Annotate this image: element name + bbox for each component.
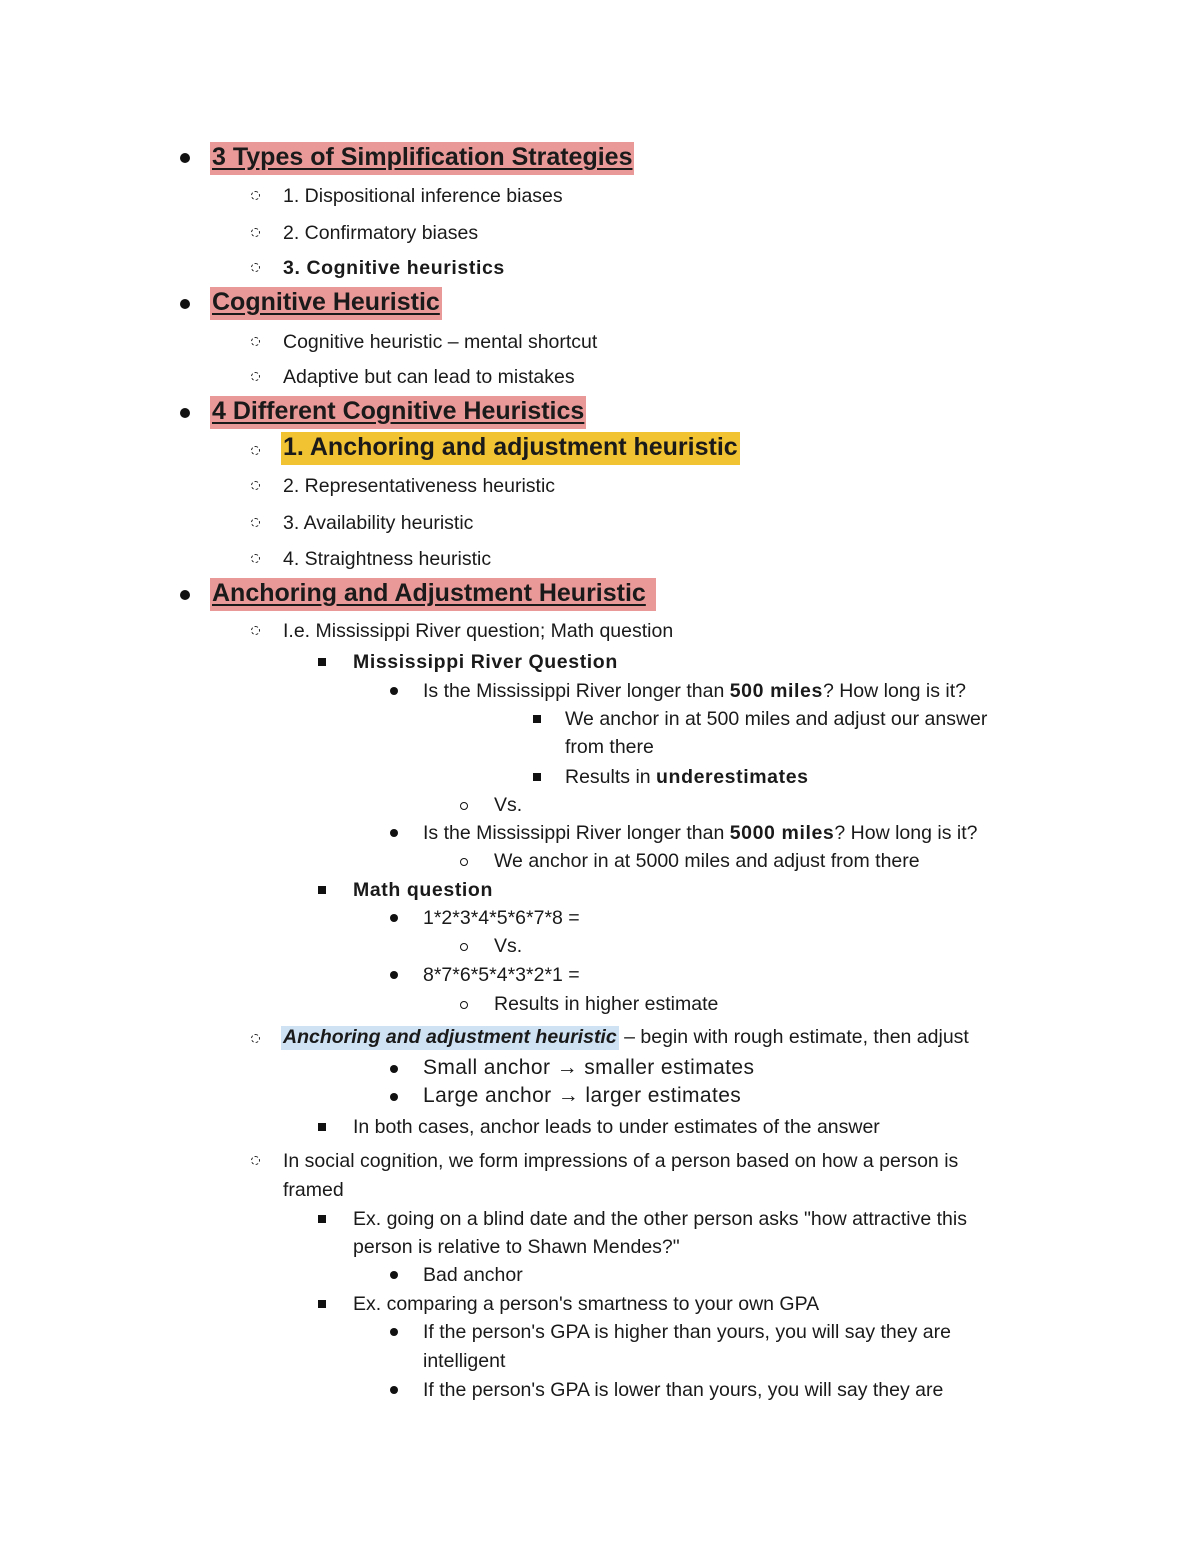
question-5000-miles: Is the Mississippi River longer than 5000 miles? How long is it? — [423, 822, 978, 844]
heading-simplification-strategies: 3 Types of Simplification Strategies — [210, 142, 634, 175]
list-item-mental-shortcut: Cognitive heuristic – mental shortcut — [283, 331, 598, 353]
bullet-circle-icon — [251, 263, 260, 272]
question-500-miles: Is the Mississippi River longer than 500 miles? How long is it? — [423, 680, 967, 702]
versus-label: Vs. — [494, 935, 523, 957]
bullet-disc-icon — [390, 687, 398, 695]
bullet-circle-icon — [251, 626, 260, 635]
bullet-disc-icon — [390, 971, 398, 979]
bullet-circle-icon — [460, 802, 468, 810]
list-item-anchoring-highlighted: 1. Anchoring and adjustment heuristic — [281, 432, 740, 465]
bullet-disc-icon — [390, 1386, 398, 1394]
list-item-availability: 3. Availability heuristic — [283, 512, 474, 534]
bullet-disc-icon — [180, 153, 190, 163]
gpa-lower: If the person's GPA is lower than yours, you will say they are — [423, 1379, 944, 1401]
bullet-circle-icon — [460, 943, 468, 951]
bullet-circle-icon — [251, 372, 260, 381]
bullet-circle-icon — [251, 191, 260, 200]
heading-anchoring-adjustment: Anchoring and Adjustment Heuristic — [210, 578, 656, 611]
heading-four-heuristics: 4 Different Cognitive Heuristics — [210, 396, 586, 429]
list-item-cognitive-heuristics: 3. Cognitive heuristics — [283, 257, 505, 279]
social-cognition-line1: In social cognition, we form impressions of a person based on how a person is — [283, 1150, 959, 1172]
bullet-square-icon — [533, 715, 541, 723]
list-item-ie: I.e. Mississippi River question; Math question — [283, 620, 674, 642]
versus-label: Vs. — [494, 794, 523, 816]
example-blind-date-line2: person is relative to Shawn Mendes?" — [353, 1236, 680, 1258]
bullet-circle-icon — [251, 337, 260, 346]
list-item-dispositional: 1. Dispositional inference biases — [283, 185, 563, 207]
bullet-disc-icon — [390, 1093, 398, 1101]
bullet-circle-icon — [251, 1034, 260, 1043]
heading-cognitive-heuristic: Cognitive Heuristic — [210, 287, 442, 320]
large-anchor: Large anchor → larger estimates — [423, 1084, 742, 1107]
both-cases: In both cases, anchor leads to under estimates of the answer — [353, 1116, 880, 1138]
subheading-math: Math question — [353, 879, 493, 901]
bullet-disc-icon — [390, 1065, 398, 1073]
list-item-confirmatory: 2. Confirmatory biases — [283, 222, 479, 244]
bullet-disc-icon — [390, 914, 398, 922]
bullet-circle-icon — [460, 1001, 468, 1009]
answer-anchor-500-line2: from there — [565, 736, 654, 758]
bullet-square-icon — [318, 1300, 326, 1308]
small-anchor: Small anchor → smaller estimates — [423, 1056, 755, 1079]
subheading-mississippi: Mississippi River Question — [353, 651, 618, 673]
bullet-square-icon — [318, 1215, 326, 1223]
gpa-higher-line2: intelligent — [423, 1350, 506, 1372]
bullet-circle-icon — [460, 858, 468, 866]
list-item-straightness: 4. Straightness heuristic — [283, 548, 492, 570]
bullet-square-icon — [318, 658, 326, 666]
bullet-circle-icon — [251, 1156, 260, 1165]
bullet-square-icon — [318, 886, 326, 894]
example-gpa: Ex. comparing a person's smartness to your own GPA — [353, 1293, 820, 1315]
bullet-disc-icon — [390, 1328, 398, 1336]
list-item-representativeness: 2. Representativeness heuristic — [283, 475, 556, 497]
social-cognition-line2: framed — [283, 1179, 344, 1201]
example-blind-date-line1: Ex. going on a blind date and the other person asks "how attractive this — [353, 1208, 967, 1230]
bullet-disc-icon — [390, 1271, 398, 1279]
bullet-square-icon — [533, 773, 541, 781]
bullet-circle-icon — [251, 228, 260, 237]
bullet-circle-icon — [251, 518, 260, 527]
bad-anchor: Bad anchor — [423, 1264, 523, 1286]
bullet-disc-icon — [180, 408, 190, 418]
bullet-disc-icon — [180, 590, 190, 600]
math-descending: 8*7*6*5*4*3*2*1 = — [423, 964, 580, 986]
bullet-square-icon — [318, 1123, 326, 1131]
answer-underestimates: Results in underestimates — [565, 766, 809, 788]
bullet-disc-icon — [390, 829, 398, 837]
bullet-circle-icon — [251, 446, 260, 455]
gpa-higher-line1: If the person's GPA is higher than yours, you will say they are — [423, 1321, 951, 1343]
math-ascending: 1*2*3*4*5*6*7*8 = — [423, 907, 580, 929]
list-item-adaptive: Adaptive but can lead to mistakes — [283, 366, 575, 388]
bullet-circle-icon — [251, 554, 260, 563]
bullet-disc-icon — [180, 299, 190, 309]
bullet-circle-icon — [251, 481, 260, 490]
answer-higher-estimate: Results in higher estimate — [494, 993, 719, 1015]
definition-anchoring: Anchoring and adjustment heuristic – begin with rough estimate, then adjust — [283, 1026, 969, 1048]
answer-anchor-500-line1: We anchor in at 500 miles and adjust our answer — [565, 708, 988, 730]
answer-anchor-5000: We anchor in at 5000 miles and adjust from there — [494, 850, 920, 872]
